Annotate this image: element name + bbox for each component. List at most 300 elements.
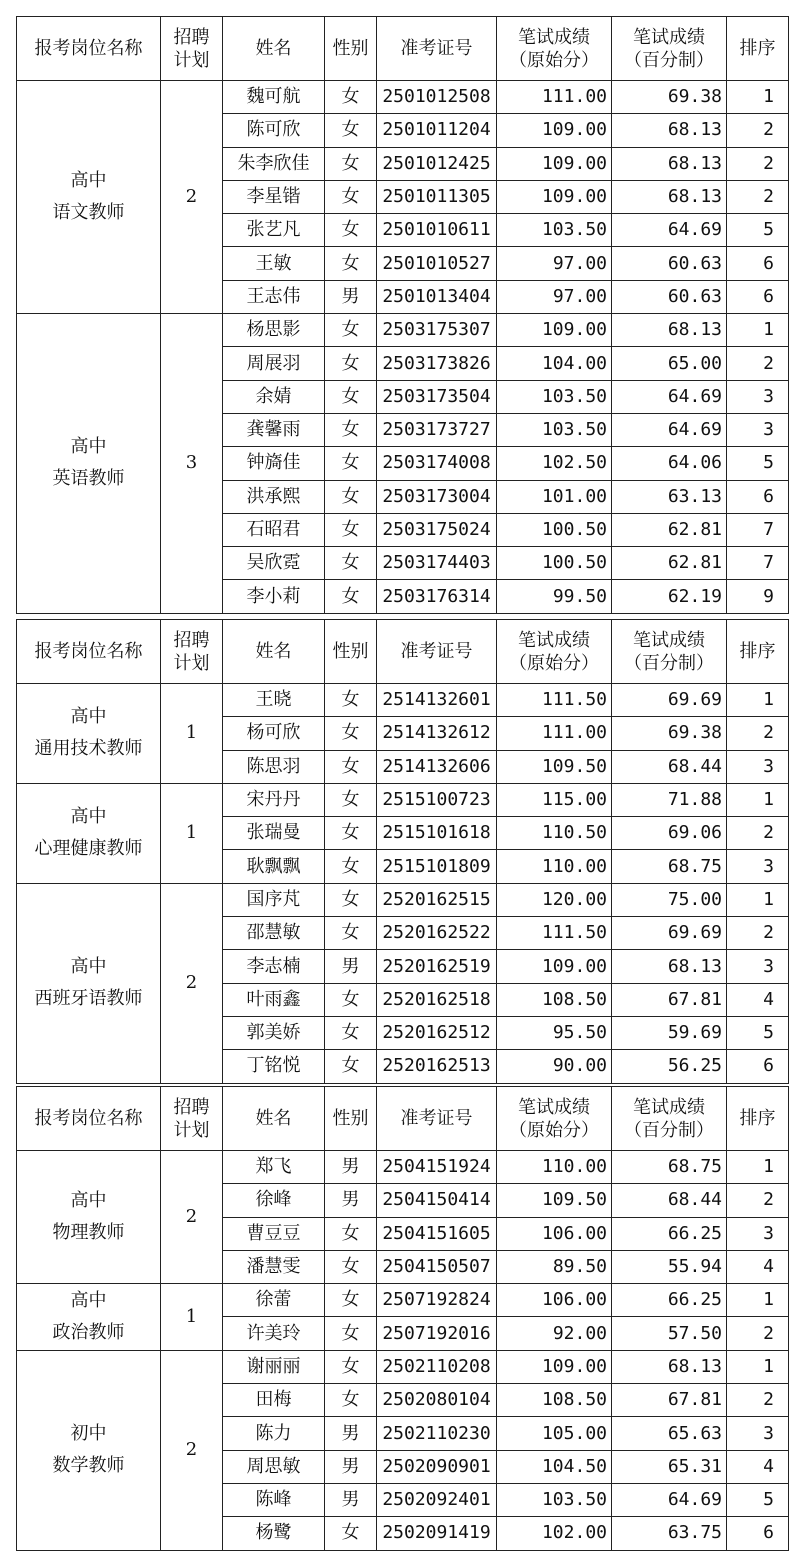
- header-pct-line-2: （百分制）: [624, 49, 714, 71]
- name-cell: 叶雨鑫: [223, 983, 325, 1016]
- exam-id-cell: 2520162522: [377, 917, 497, 950]
- header-plan-line-2: 计划: [173, 49, 210, 71]
- exam-id-cell: 2501011305: [377, 180, 497, 213]
- header-plan-line-1: 招聘: [173, 629, 210, 651]
- raw-score-cell: 111.00: [497, 81, 612, 114]
- exam-id-cell: 2520162518: [377, 983, 497, 1016]
- percent-score-cell: 62.81: [612, 547, 727, 580]
- position-cell: [17, 1151, 161, 1284]
- table-row: [17, 314, 789, 347]
- name-cell: 王晓: [223, 684, 325, 717]
- header-gender: 性别: [325, 1087, 377, 1151]
- header-pct-line-1: 笔试成绩: [633, 1096, 705, 1118]
- raw-score-cell: 110.00: [497, 850, 612, 883]
- raw-score-cell: 109.00: [497, 114, 612, 147]
- gender-cell: 女: [325, 147, 377, 180]
- rank-cell: 2: [727, 717, 789, 750]
- percent-score-cell: 68.44: [612, 1184, 727, 1217]
- gender-cell: 女: [325, 81, 377, 114]
- position-cell: [17, 1350, 161, 1550]
- raw-score-cell: 111.50: [497, 917, 612, 950]
- header-plan-line-1: 招聘: [173, 1096, 210, 1118]
- percent-score-cell: 69.38: [612, 717, 727, 750]
- exam-id-cell: 2503173504: [377, 380, 497, 413]
- exam-id-cell: 2501010611: [377, 214, 497, 247]
- exam-id-cell: 2504150507: [377, 1250, 497, 1283]
- gender-cell: 女: [325, 983, 377, 1016]
- position-line-2: 英语教师: [52, 468, 125, 490]
- table-row: [17, 1350, 789, 1383]
- exam-id-cell: 2515100723: [377, 783, 497, 816]
- name-cell: 吴欣霓: [223, 547, 325, 580]
- raw-score-cell: 103.50: [497, 1483, 612, 1516]
- rank-cell: 2: [727, 817, 789, 850]
- name-cell: 陈力: [223, 1417, 325, 1450]
- gender-cell: 女: [325, 547, 377, 580]
- raw-score-cell: 106.00: [497, 1217, 612, 1250]
- rank-cell: 2: [727, 1384, 789, 1417]
- position-cell: [17, 783, 161, 883]
- exam-id-cell: 2501013404: [377, 280, 497, 313]
- header-plan-line-2: 计划: [173, 652, 210, 674]
- rank-cell: 2: [727, 180, 789, 213]
- percent-score-cell: 62.81: [612, 513, 727, 546]
- name-cell: 王志伟: [223, 280, 325, 313]
- gender-cell: 女: [325, 1317, 377, 1350]
- position-line-1: 高中: [70, 1289, 107, 1311]
- position-cell: [17, 81, 161, 314]
- gender-cell: 女: [325, 783, 377, 816]
- percent-score-cell: 62.19: [612, 580, 727, 613]
- rank-cell: 6: [727, 280, 789, 313]
- rank-cell: 3: [727, 1217, 789, 1250]
- name-cell: 张瑞曼: [223, 817, 325, 850]
- header-name: 姓名: [223, 1087, 325, 1151]
- gender-cell: 女: [325, 850, 377, 883]
- position-line-1: 高中: [70, 956, 107, 978]
- gender-cell: 男: [325, 1450, 377, 1483]
- exam-id-cell: 2503173727: [377, 413, 497, 446]
- exam-id-cell: 2503174008: [377, 447, 497, 480]
- header-raw-score: [497, 1087, 612, 1151]
- gender-cell: 女: [325, 347, 377, 380]
- raw-score-cell: 104.00: [497, 347, 612, 380]
- gender-cell: 男: [325, 280, 377, 313]
- header-plan-line-2: 计划: [173, 1119, 210, 1141]
- name-cell: 国序芃: [223, 883, 325, 916]
- gender-cell: 女: [325, 1250, 377, 1283]
- percent-score-cell: 63.13: [612, 480, 727, 513]
- name-cell: 徐蕾: [223, 1284, 325, 1317]
- raw-score-cell: 110.50: [497, 817, 612, 850]
- gender-cell: 女: [325, 1217, 377, 1250]
- header-plan-line-1: 招聘: [173, 26, 210, 48]
- percent-score-cell: 69.69: [612, 684, 727, 717]
- gender-cell: 女: [325, 580, 377, 613]
- rank-cell: 3: [727, 850, 789, 883]
- header-position: 报考岗位名称: [17, 620, 161, 684]
- percent-score-cell: 64.69: [612, 214, 727, 247]
- percent-score-cell: 64.69: [612, 380, 727, 413]
- rank-cell: 5: [727, 214, 789, 247]
- rank-cell: 3: [727, 750, 789, 783]
- name-cell: 石昭君: [223, 513, 325, 546]
- gender-cell: 男: [325, 1151, 377, 1184]
- rank-cell: 3: [727, 950, 789, 983]
- exam-id-cell: 2507192016: [377, 1317, 497, 1350]
- percent-score-cell: 59.69: [612, 1016, 727, 1049]
- gender-cell: 女: [325, 1050, 377, 1083]
- raw-score-cell: 111.00: [497, 717, 612, 750]
- header-raw-line-1: 笔试成绩: [518, 1096, 590, 1118]
- raw-score-cell: 100.50: [497, 513, 612, 546]
- header-position: 报考岗位名称: [17, 17, 161, 81]
- header-rank: 排序: [727, 620, 789, 684]
- gender-cell: 女: [325, 413, 377, 446]
- gender-cell: 女: [325, 214, 377, 247]
- name-cell: 徐峰: [223, 1184, 325, 1217]
- percent-score-cell: 67.81: [612, 983, 727, 1016]
- gender-cell: 男: [325, 950, 377, 983]
- name-cell: 洪承熙: [223, 480, 325, 513]
- raw-score-cell: 106.00: [497, 1284, 612, 1317]
- rank-cell: 1: [727, 883, 789, 916]
- rank-cell: 1: [727, 81, 789, 114]
- name-cell: 耿飘飘: [223, 850, 325, 883]
- name-cell: 李志楠: [223, 950, 325, 983]
- rank-cell: 2: [727, 1317, 789, 1350]
- gender-cell: 女: [325, 480, 377, 513]
- header-exam-id: 准考证号: [377, 1087, 497, 1151]
- raw-score-cell: 95.50: [497, 1016, 612, 1049]
- position-cell: [17, 684, 161, 784]
- header-rank: 排序: [727, 17, 789, 81]
- exam-id-cell: 2515101618: [377, 817, 497, 850]
- gender-cell: 男: [325, 1184, 377, 1217]
- position-line-1: 高中: [70, 170, 107, 192]
- exam-id-cell: 2504151924: [377, 1151, 497, 1184]
- position-line-2: 政治教师: [52, 1321, 125, 1343]
- name-cell: 田梅: [223, 1384, 325, 1417]
- name-cell: 杨思影: [223, 314, 325, 347]
- raw-score-cell: 109.00: [497, 180, 612, 213]
- rank-cell: 1: [727, 1350, 789, 1383]
- exam-id-cell: 2502091419: [377, 1517, 497, 1550]
- name-cell: 邵慧敏: [223, 917, 325, 950]
- percent-score-cell: 71.88: [612, 783, 727, 816]
- gender-cell: 女: [325, 314, 377, 347]
- name-cell: 朱李欣佳: [223, 147, 325, 180]
- header-percent-score: [612, 1087, 727, 1151]
- header-exam-id: 准考证号: [377, 620, 497, 684]
- gender-cell: 女: [325, 917, 377, 950]
- exam-id-cell: 2503175307: [377, 314, 497, 347]
- table-row: [17, 1284, 789, 1317]
- plan-cell: 1: [161, 783, 223, 883]
- exam-id-cell: 2514132612: [377, 717, 497, 750]
- score-table-2: [16, 619, 789, 1084]
- rank-cell: 3: [727, 1417, 789, 1450]
- gender-cell: 女: [325, 247, 377, 280]
- name-cell: 丁铭悦: [223, 1050, 325, 1083]
- header-gender: 性别: [325, 620, 377, 684]
- rank-cell: 6: [727, 1517, 789, 1550]
- rank-cell: 3: [727, 380, 789, 413]
- plan-cell: 2: [161, 1151, 223, 1284]
- exam-id-cell: 2502110208: [377, 1350, 497, 1383]
- percent-score-cell: 68.13: [612, 1350, 727, 1383]
- raw-score-cell: 110.00: [497, 1151, 612, 1184]
- plan-cell: 2: [161, 883, 223, 1083]
- percent-score-cell: 65.63: [612, 1417, 727, 1450]
- rank-cell: 1: [727, 1284, 789, 1317]
- percent-score-cell: 68.13: [612, 147, 727, 180]
- table-row: [17, 783, 789, 816]
- rank-cell: 1: [727, 684, 789, 717]
- raw-score-cell: 101.00: [497, 480, 612, 513]
- header-exam-id: 准考证号: [377, 17, 497, 81]
- name-cell: 宋丹丹: [223, 783, 325, 816]
- percent-score-cell: 68.75: [612, 1151, 727, 1184]
- raw-score-cell: 108.50: [497, 983, 612, 1016]
- percent-score-cell: 60.63: [612, 280, 727, 313]
- rank-cell: 7: [727, 513, 789, 546]
- gender-cell: 女: [325, 447, 377, 480]
- header-name: 姓名: [223, 620, 325, 684]
- exam-id-cell: 2502090901: [377, 1450, 497, 1483]
- name-cell: 谢丽丽: [223, 1350, 325, 1383]
- percent-score-cell: 66.25: [612, 1284, 727, 1317]
- percent-score-cell: 68.75: [612, 850, 727, 883]
- rank-cell: 5: [727, 447, 789, 480]
- gender-cell: 男: [325, 1417, 377, 1450]
- rank-cell: 7: [727, 547, 789, 580]
- name-cell: 潘慧雯: [223, 1250, 325, 1283]
- rank-cell: 1: [727, 783, 789, 816]
- raw-score-cell: 102.50: [497, 447, 612, 480]
- plan-cell: 2: [161, 1350, 223, 1550]
- exam-id-cell: 2502110230: [377, 1417, 497, 1450]
- position-cell: [17, 1284, 161, 1351]
- exam-id-cell: 2503173826: [377, 347, 497, 380]
- table-row: [17, 81, 789, 114]
- gender-cell: 女: [325, 114, 377, 147]
- rank-cell: 2: [727, 114, 789, 147]
- percent-score-cell: 75.00: [612, 883, 727, 916]
- raw-score-cell: 109.00: [497, 147, 612, 180]
- name-cell: 魏可航: [223, 81, 325, 114]
- percent-score-cell: 60.63: [612, 247, 727, 280]
- percent-score-cell: 63.75: [612, 1517, 727, 1550]
- header-raw-score: [497, 620, 612, 684]
- gender-cell: 女: [325, 883, 377, 916]
- header-rank: 排序: [727, 1087, 789, 1151]
- exam-id-cell: 2501012508: [377, 81, 497, 114]
- exam-id-cell: 2504151605: [377, 1217, 497, 1250]
- rank-cell: 2: [727, 147, 789, 180]
- percent-score-cell: 64.69: [612, 413, 727, 446]
- header-gender: 性别: [325, 17, 377, 81]
- rank-cell: 6: [727, 247, 789, 280]
- header-pct-line-1: 笔试成绩: [633, 629, 705, 651]
- name-cell: 钟旖佳: [223, 447, 325, 480]
- plan-cell: 3: [161, 314, 223, 614]
- percent-score-cell: 56.25: [612, 1050, 727, 1083]
- position-line-1: 高中: [70, 1190, 107, 1212]
- percent-score-cell: 68.13: [612, 114, 727, 147]
- exam-id-cell: 2507192824: [377, 1284, 497, 1317]
- position-line-1: 高中: [70, 706, 107, 728]
- exam-id-cell: 2514132606: [377, 750, 497, 783]
- percent-score-cell: 64.69: [612, 1483, 727, 1516]
- name-cell: 杨可欣: [223, 717, 325, 750]
- percent-score-cell: 55.94: [612, 1250, 727, 1283]
- raw-score-cell: 103.50: [497, 380, 612, 413]
- position-line-2: 数学教师: [52, 1455, 125, 1477]
- name-cell: 余婧: [223, 380, 325, 413]
- raw-score-cell: 115.00: [497, 783, 612, 816]
- rank-cell: 4: [727, 1250, 789, 1283]
- raw-score-cell: 105.00: [497, 1417, 612, 1450]
- plan-cell: 2: [161, 81, 223, 314]
- rank-cell: 1: [727, 314, 789, 347]
- raw-score-cell: 109.50: [497, 1184, 612, 1217]
- exam-id-cell: 2520162512: [377, 1016, 497, 1049]
- header-raw-score: [497, 17, 612, 81]
- table-row: [17, 883, 789, 916]
- name-cell: 陈思羽: [223, 750, 325, 783]
- rank-cell: 5: [727, 1483, 789, 1516]
- exam-id-cell: 2501012425: [377, 147, 497, 180]
- header-pct-line-1: 笔试成绩: [633, 26, 705, 48]
- table-row: [17, 684, 789, 717]
- exam-id-cell: 2503173004: [377, 480, 497, 513]
- header-raw-line-1: 笔试成绩: [518, 26, 590, 48]
- exam-id-cell: 2520162515: [377, 883, 497, 916]
- gender-cell: 女: [325, 1016, 377, 1049]
- rank-cell: 2: [727, 347, 789, 380]
- rank-cell: 1: [727, 1151, 789, 1184]
- percent-score-cell: 65.31: [612, 1450, 727, 1483]
- percent-score-cell: 68.13: [612, 314, 727, 347]
- position-line-1: 初中: [70, 1423, 107, 1445]
- raw-score-cell: 89.50: [497, 1250, 612, 1283]
- raw-score-cell: 109.00: [497, 1350, 612, 1383]
- rank-cell: 6: [727, 1050, 789, 1083]
- header-plan: [161, 1087, 223, 1151]
- percent-score-cell: 68.13: [612, 950, 727, 983]
- header-plan: [161, 620, 223, 684]
- name-cell: 陈峰: [223, 1483, 325, 1516]
- name-cell: 张艺凡: [223, 214, 325, 247]
- exam-id-cell: 2501011204: [377, 114, 497, 147]
- exam-id-cell: 2504150414: [377, 1184, 497, 1217]
- percent-score-cell: 68.13: [612, 180, 727, 213]
- exam-id-cell: 2515101809: [377, 850, 497, 883]
- name-cell: 曹豆豆: [223, 1217, 325, 1250]
- percent-score-cell: 57.50: [612, 1317, 727, 1350]
- raw-score-cell: 102.00: [497, 1517, 612, 1550]
- raw-score-cell: 90.00: [497, 1050, 612, 1083]
- header-row: [17, 1087, 789, 1151]
- rank-cell: 2: [727, 1184, 789, 1217]
- gender-cell: 女: [325, 717, 377, 750]
- raw-score-cell: 103.50: [497, 413, 612, 446]
- name-cell: 许美玲: [223, 1317, 325, 1350]
- exam-id-cell: 2501010527: [377, 247, 497, 280]
- gender-cell: 女: [325, 513, 377, 546]
- gender-cell: 女: [325, 1350, 377, 1383]
- percent-score-cell: 67.81: [612, 1384, 727, 1417]
- exam-id-cell: 2503175024: [377, 513, 497, 546]
- position-cell: [17, 883, 161, 1083]
- position-cell: [17, 314, 161, 614]
- name-cell: 郭美娇: [223, 1016, 325, 1049]
- name-cell: 李星锴: [223, 180, 325, 213]
- raw-score-cell: 97.00: [497, 280, 612, 313]
- gender-cell: 女: [325, 817, 377, 850]
- header-raw-line-2: （原始分）: [509, 1119, 599, 1141]
- position-line-1: 高中: [70, 436, 107, 458]
- header-raw-line-2: （原始分）: [509, 652, 599, 674]
- gender-cell: 女: [325, 1284, 377, 1317]
- gender-cell: 女: [325, 1384, 377, 1417]
- raw-score-cell: 109.00: [497, 950, 612, 983]
- table-row: [17, 1151, 789, 1184]
- plan-cell: 1: [161, 1284, 223, 1351]
- raw-score-cell: 120.00: [497, 883, 612, 916]
- score-table-3: [16, 1086, 789, 1551]
- rank-cell: 5: [727, 1016, 789, 1049]
- raw-score-cell: 100.50: [497, 547, 612, 580]
- exam-id-cell: 2502092401: [377, 1483, 497, 1516]
- header-position: 报考岗位名称: [17, 1087, 161, 1151]
- name-cell: 杨鹭: [223, 1517, 325, 1550]
- name-cell: 龚馨雨: [223, 413, 325, 446]
- percent-score-cell: 66.25: [612, 1217, 727, 1250]
- header-row: [17, 620, 789, 684]
- rank-cell: 2: [727, 917, 789, 950]
- name-cell: 周展羽: [223, 347, 325, 380]
- percent-score-cell: 69.06: [612, 817, 727, 850]
- exam-id-cell: 2520162519: [377, 950, 497, 983]
- exam-id-cell: 2502080104: [377, 1384, 497, 1417]
- gender-cell: 女: [325, 180, 377, 213]
- percent-score-cell: 64.06: [612, 447, 727, 480]
- header-row: [17, 17, 789, 81]
- gender-cell: 女: [325, 1517, 377, 1550]
- raw-score-cell: 111.50: [497, 684, 612, 717]
- name-cell: 李小莉: [223, 580, 325, 613]
- header-raw-line-1: 笔试成绩: [518, 629, 590, 651]
- raw-score-cell: 108.50: [497, 1384, 612, 1417]
- percent-score-cell: 69.69: [612, 917, 727, 950]
- score-table-1: [16, 16, 789, 614]
- name-cell: 王敏: [223, 247, 325, 280]
- rank-cell: 4: [727, 1450, 789, 1483]
- header-raw-line-2: （原始分）: [509, 49, 599, 71]
- name-cell: 郑飞: [223, 1151, 325, 1184]
- plan-cell: 1: [161, 684, 223, 784]
- gender-cell: 男: [325, 1483, 377, 1516]
- exam-id-cell: 2503174403: [377, 547, 497, 580]
- raw-score-cell: 109.00: [497, 314, 612, 347]
- rank-cell: 9: [727, 580, 789, 613]
- percent-score-cell: 69.38: [612, 81, 727, 114]
- position-line-2: 通用技术教师: [34, 738, 143, 760]
- name-cell: 陈可欣: [223, 114, 325, 147]
- header-pct-line-2: （百分制）: [624, 1119, 714, 1141]
